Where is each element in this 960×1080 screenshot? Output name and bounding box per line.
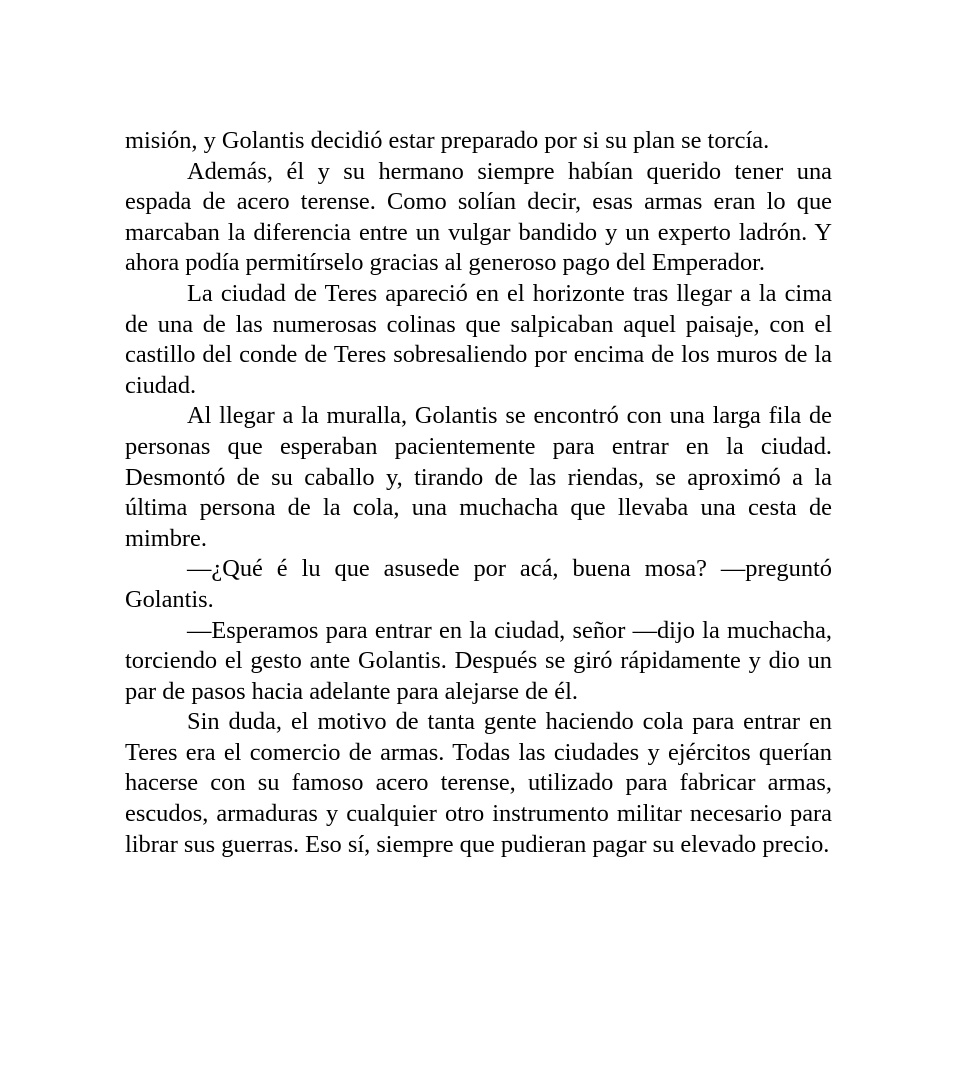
paragraph-continuation: misión, y Golantis decidió estar preparado por si su plan se torcía.	[125, 127, 770, 154]
paragraph: La ciudad de Teres apareció en el horizonte tras llegar a la cima de una de las numerosas colinas que salpicaban aquel paisaje, con el castillo del conde de Teres sobresaliendo por encima de los muros de la ciudad.	[125, 279, 832, 399]
paragraph: Además, él y su hermano siempre habían querido tener una espada de acero terense. Como solían decir, esas armas eran lo que marcaban la diferencia entre un vulgar bandido y un experto ladrón. Y ahora podía permitírselo gracias al generoso pago del Emperador.	[125, 157, 832, 277]
paragraph: Al llegar a la muralla, Golantis se encontró con una larga fila de personas que esperaban pacientemente para entrar en la ciudad. Desmontó de su caballo y, tirando de las riendas, se aproximó a la última persona de la cola, una muchacha que llevaba una cesta de mimbre.	[125, 402, 832, 552]
body-text	[125, 126, 832, 860]
dialogue-paragraph: —¿Qué é lu que asusede por acá, buena mosa? —preguntó Golantis.	[125, 555, 832, 613]
paragraph: Sin duda, el motivo de tanta gente haciendo cola para entrar en Teres era el comercio de armas. Todas las ciudades y ejércitos querían hacerse con su famoso acero terense, utilizado para fabricar armas, escudos, armaduras y cualquier otro instrumento militar necesario para librar sus guerras. Eso sí, siempre que pudieran pagar su elevado precio.	[125, 708, 832, 858]
dialogue-paragraph: —Esperamos para entrar en la ciudad, señor —dijo la muchacha, torciendo el gesto ante Golantis. Después se giró rápidamente y dio un par de pasos hacia adelante para alejarse de él.	[125, 616, 832, 705]
